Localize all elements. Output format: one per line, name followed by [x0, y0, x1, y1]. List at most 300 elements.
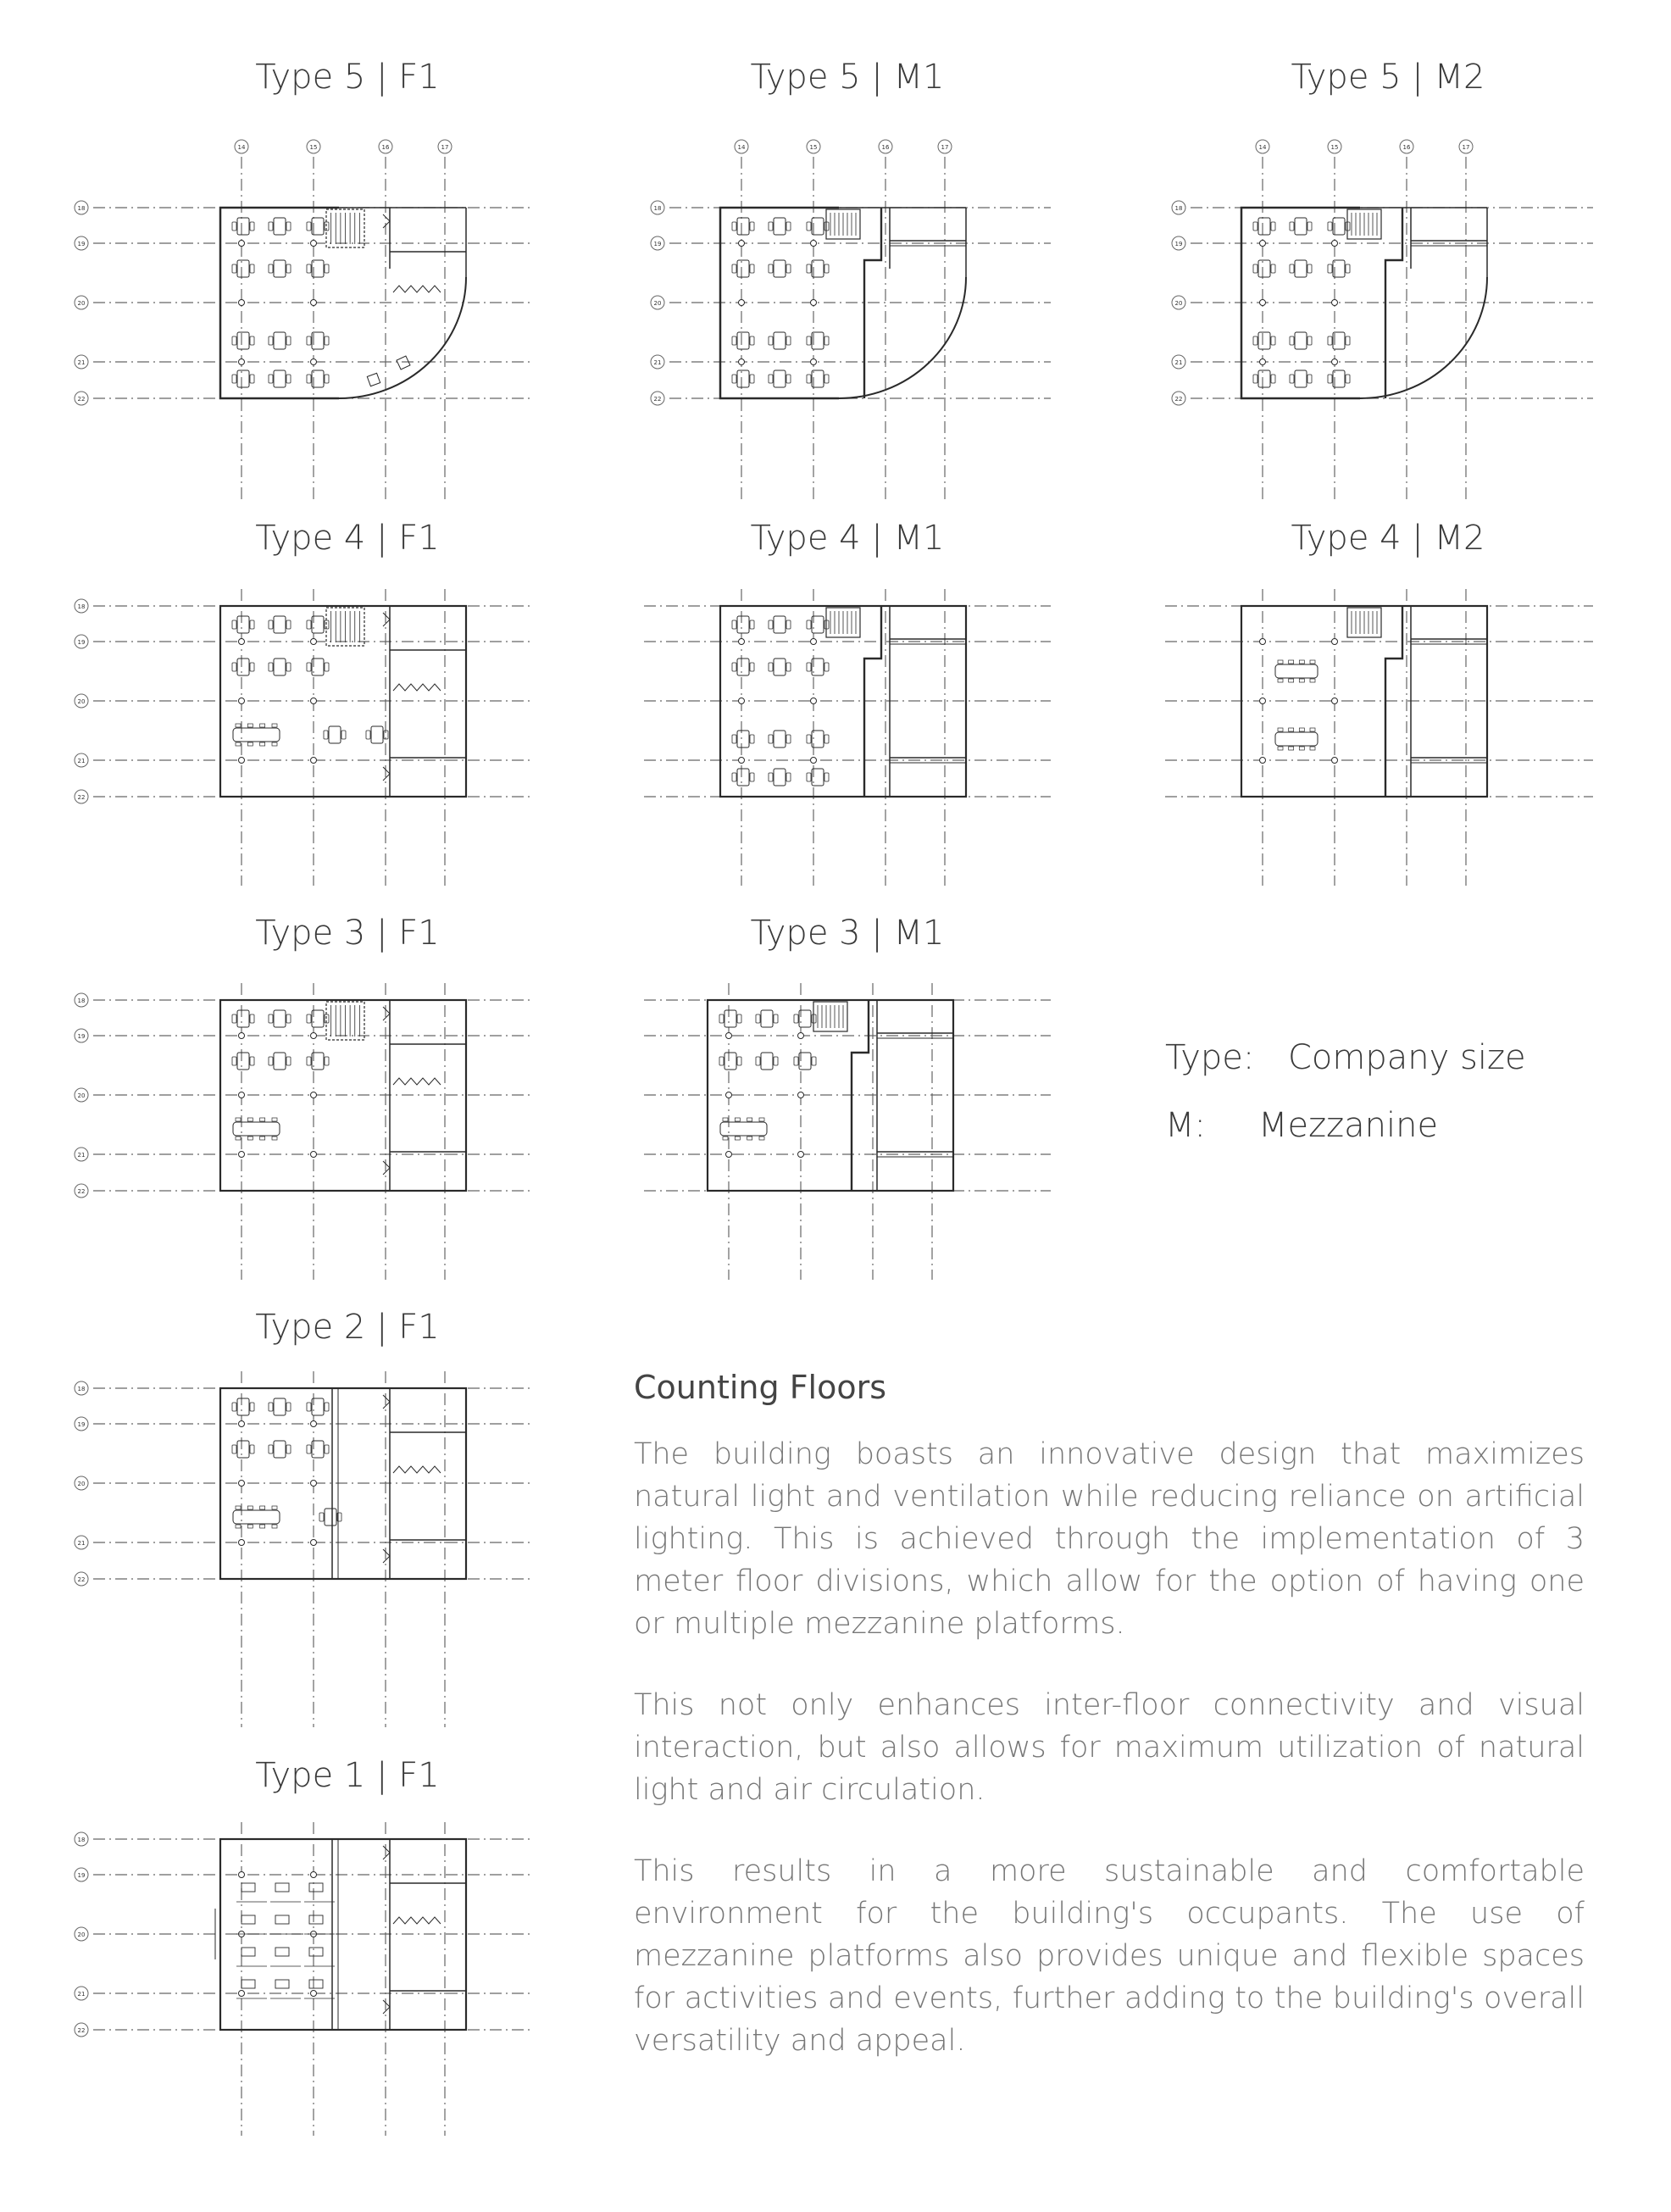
desk	[274, 659, 286, 675]
structural-column	[239, 1152, 245, 1158]
chair	[786, 620, 791, 629]
chair	[756, 1014, 760, 1023]
description-heading: Counting Floors	[634, 1369, 887, 1406]
chair	[732, 773, 736, 781]
chair	[786, 735, 791, 743]
desk	[237, 1053, 249, 1070]
chair	[1310, 728, 1315, 731]
desk	[774, 769, 786, 786]
desk	[774, 218, 786, 235]
structural-column	[239, 1033, 245, 1039]
chair	[247, 724, 253, 727]
description-paragraph-3: This results in a more sustainable and comfortable environment for the building's occupants. The use of mezzanine platforms also provides unique and flexible spaces for activities and events, further adding to the building's overall versatility and appeal.	[634, 1854, 1585, 2058]
door-symbol	[383, 767, 390, 781]
chair	[1289, 679, 1294, 682]
chair	[307, 1057, 311, 1065]
chair	[272, 1118, 277, 1121]
chair	[325, 264, 329, 273]
curved-facade	[339, 277, 466, 398]
cubicle-desk	[241, 1883, 255, 1892]
structural-column	[739, 758, 745, 764]
chair	[786, 375, 791, 383]
desk	[274, 616, 286, 633]
chair	[732, 375, 736, 383]
desk	[237, 370, 249, 387]
plan-title-t3f1: Type 3 | F1	[255, 914, 440, 953]
chair	[812, 1057, 816, 1065]
plan-title-t4m2: Type 4 | M2	[1291, 519, 1485, 558]
chair	[750, 264, 754, 273]
grid-row-label: 18	[77, 603, 86, 610]
description-paragraph-2: This not only enhances inter-floor connectivity and visual interaction, but also allows for maximum utilization of natural light and air circulation.	[634, 1688, 1585, 1807]
structural-column	[311, 1991, 317, 1997]
door-symbol	[367, 373, 380, 386]
chair	[307, 222, 311, 231]
cubicle-desk	[241, 1948, 255, 1956]
meeting-table	[233, 1510, 280, 1524]
chair	[774, 1057, 778, 1065]
chair	[756, 1057, 760, 1065]
structural-column	[311, 241, 317, 247]
grid-row-label: 19	[1174, 241, 1183, 247]
structural-column	[1332, 300, 1338, 306]
chair	[786, 222, 791, 231]
chair	[236, 1506, 241, 1509]
grid-row-label: 18	[653, 205, 662, 212]
plan-title-t1f1: Type 1 | F1	[255, 1756, 440, 1795]
door-symbol	[383, 1549, 390, 1563]
toilet-stalls	[393, 1917, 441, 1924]
chair	[247, 742, 253, 746]
chair	[1290, 264, 1294, 273]
chair	[750, 620, 754, 629]
door-symbol	[383, 1161, 390, 1175]
structural-column	[1260, 698, 1266, 704]
grid-row-label: 22	[653, 396, 662, 403]
structural-column	[811, 359, 817, 365]
grid-row-label: 20	[77, 300, 86, 307]
toilet-stalls	[393, 1078, 441, 1085]
structural-column	[798, 1152, 804, 1158]
chair	[307, 375, 311, 383]
chair	[737, 1057, 741, 1065]
chair	[260, 1525, 265, 1528]
chair	[1278, 728, 1283, 731]
grid-row-label: 22	[77, 1576, 86, 1583]
chair	[269, 1014, 273, 1023]
chair	[269, 264, 273, 273]
chair	[737, 1014, 741, 1023]
desk	[325, 1509, 336, 1526]
chair	[769, 735, 773, 743]
chair	[247, 1525, 253, 1528]
plan-title-t4m1: Type 4 | M1	[750, 519, 945, 558]
structural-column	[726, 1152, 732, 1158]
desk	[774, 370, 786, 387]
structural-column	[726, 1033, 732, 1039]
chair	[325, 375, 329, 383]
desk	[237, 1398, 249, 1415]
structural-column	[1332, 639, 1338, 645]
grid-row-label: 20	[77, 1092, 86, 1099]
structural-column	[311, 758, 317, 764]
chair	[769, 222, 773, 231]
chair	[786, 663, 791, 671]
desk	[237, 1441, 249, 1458]
chair	[1278, 747, 1283, 750]
desk	[237, 332, 249, 349]
chair	[307, 663, 311, 671]
desk	[237, 218, 249, 235]
chair	[769, 264, 773, 273]
meeting-table	[720, 1122, 767, 1136]
chair	[1290, 375, 1294, 383]
chair	[325, 1445, 329, 1453]
description-paragraph-1: The building boasts an innovative design that maximizes natural light and ventilation while reducing reliance on artificial lighting. This is achieved through the implementation of 3 meter floor divisions, which allow for the option of having one or multiple mezzanine platforms.	[634, 1437, 1585, 1641]
desk	[237, 616, 249, 633]
desk	[774, 616, 786, 633]
chair	[1290, 336, 1294, 345]
chair	[272, 1506, 277, 1509]
grid-row-label: 22	[77, 2027, 86, 2034]
chair	[1253, 264, 1257, 273]
desk	[774, 731, 786, 748]
chair	[723, 1137, 728, 1140]
floor-plan-t1f1	[68, 1822, 542, 2144]
structural-column	[811, 300, 817, 306]
desk	[1295, 332, 1307, 349]
chair	[1299, 660, 1304, 664]
door-symbol	[383, 1007, 390, 1020]
floor-plan-t5f1	[68, 131, 542, 509]
chair	[325, 663, 329, 671]
desk	[737, 370, 749, 387]
grid-row-label: 19	[77, 1421, 86, 1428]
curved-facade	[1360, 277, 1487, 398]
plan-title-t5m2: Type 5 | M2	[1291, 58, 1485, 97]
chair	[750, 735, 754, 743]
grid-column-label: 15	[309, 144, 318, 151]
grid-column-label: 16	[1402, 144, 1411, 151]
chair	[1278, 679, 1283, 682]
grid-row-label: 21	[1174, 359, 1183, 366]
chair	[260, 1506, 265, 1509]
grid-row-label: 19	[77, 1872, 86, 1879]
desk	[737, 769, 749, 786]
desk	[371, 726, 383, 743]
desk	[1258, 218, 1270, 235]
grid-row-label: 21	[77, 1540, 86, 1547]
structural-column	[811, 758, 817, 764]
chair	[1346, 336, 1350, 345]
chair	[272, 1137, 277, 1140]
toilet-stalls	[393, 684, 441, 691]
chair	[272, 724, 277, 727]
chair	[759, 1137, 764, 1140]
toilet-stalls	[393, 286, 441, 292]
chair	[759, 1118, 764, 1121]
chair	[732, 264, 736, 273]
chair	[824, 735, 829, 743]
grid-row-label: 18	[77, 998, 86, 1004]
chair	[232, 1445, 236, 1453]
structural-column	[311, 300, 317, 306]
grid-column-label: 17	[1462, 144, 1470, 151]
chair	[307, 336, 311, 345]
grid-row-label: 22	[77, 1188, 86, 1195]
chair	[247, 1137, 253, 1140]
structural-column	[239, 1872, 245, 1878]
structural-column	[311, 698, 317, 704]
chair	[286, 375, 291, 383]
grid-row-label: 19	[77, 1033, 86, 1040]
desk	[1258, 332, 1270, 349]
desk	[237, 1010, 249, 1027]
chair	[786, 336, 791, 345]
plan-title-t4f1: Type 4 | F1	[255, 519, 440, 558]
chair	[1328, 375, 1332, 383]
grid-row-label: 18	[77, 1837, 86, 1843]
curved-facade	[839, 277, 966, 398]
grid-row-label: 18	[77, 1386, 86, 1392]
grid-column-label: 15	[1330, 144, 1339, 151]
structural-column	[1260, 359, 1266, 365]
chair	[272, 742, 277, 746]
chair	[732, 620, 736, 629]
cubicle-desk	[275, 1980, 289, 1988]
chair	[1271, 336, 1275, 345]
structural-column	[1332, 241, 1338, 247]
chair	[1253, 222, 1257, 231]
grid-row-label: 21	[77, 359, 86, 366]
structural-column	[311, 1872, 317, 1878]
cubicle-desk	[241, 1915, 255, 1924]
chair	[794, 1014, 798, 1023]
structural-column	[739, 241, 745, 247]
chair	[786, 264, 791, 273]
chair	[1307, 375, 1312, 383]
chair	[286, 1014, 291, 1023]
chair	[272, 1525, 277, 1528]
cubicle-desk	[309, 1980, 323, 1988]
chair	[236, 1525, 241, 1528]
chair	[747, 1118, 752, 1121]
legend-type-key: Type:	[1165, 1038, 1255, 1077]
desk	[329, 726, 341, 743]
chair	[1328, 264, 1332, 273]
structural-column	[239, 1092, 245, 1098]
chair	[769, 336, 773, 345]
chair	[307, 1403, 311, 1411]
chair	[1310, 679, 1315, 682]
chair	[1278, 660, 1283, 664]
chair	[286, 1445, 291, 1453]
chair	[260, 1137, 265, 1140]
chair	[774, 1014, 778, 1023]
meeting-table	[1275, 664, 1318, 678]
structural-column	[811, 698, 817, 704]
chair	[232, 264, 236, 273]
desk	[761, 1010, 773, 1027]
structural-column	[239, 698, 245, 704]
structural-column	[1260, 639, 1266, 645]
grid-row-label: 22	[1174, 396, 1183, 403]
structural-column	[239, 758, 245, 764]
chair	[269, 1057, 273, 1065]
structural-column	[239, 1421, 245, 1427]
structural-column	[798, 1092, 804, 1098]
chair	[824, 663, 829, 671]
grid-row-label: 21	[77, 1991, 86, 1998]
legend-row-mezzanine	[1165, 1106, 1526, 1174]
chair	[1271, 222, 1275, 231]
chair	[1289, 747, 1294, 750]
structural-column	[239, 1991, 245, 1997]
chair	[286, 222, 291, 231]
chair	[260, 1118, 265, 1121]
desk	[274, 332, 286, 349]
structural-column	[311, 1152, 317, 1158]
floor-plan-t3f1	[68, 983, 542, 1288]
structural-column	[798, 1033, 804, 1039]
chair	[824, 773, 829, 781]
structural-column	[1332, 758, 1338, 764]
chair	[824, 375, 829, 383]
cubicle-desk	[309, 1948, 323, 1956]
chair	[250, 620, 254, 629]
legend-m-key: M:	[1165, 1106, 1206, 1145]
structural-column	[1332, 698, 1338, 704]
chair	[1299, 747, 1304, 750]
chair	[232, 222, 236, 231]
chair	[1299, 728, 1304, 731]
grid-row-label: 21	[77, 758, 86, 764]
structural-column	[811, 639, 817, 645]
chair	[824, 264, 829, 273]
desk	[274, 1398, 286, 1415]
door-symbol	[383, 1846, 390, 1859]
desk	[774, 659, 786, 675]
chair	[286, 663, 291, 671]
chair	[735, 1118, 740, 1121]
grid-column-label: 14	[737, 144, 746, 151]
chair	[1307, 222, 1312, 231]
structural-column	[811, 241, 817, 247]
chair	[269, 1445, 273, 1453]
structural-column	[239, 241, 245, 247]
desk	[737, 731, 749, 748]
chair	[807, 264, 811, 273]
description	[634, 1369, 1585, 2101]
chair	[236, 1137, 241, 1140]
floor-plan-t4m2	[1165, 589, 1602, 894]
chair	[807, 620, 811, 629]
grid-column-label: 16	[381, 144, 390, 151]
desk	[274, 1053, 286, 1070]
chair	[750, 773, 754, 781]
desk	[1295, 218, 1307, 235]
cubicle-desk	[309, 1915, 323, 1924]
chair	[286, 264, 291, 273]
chair	[1253, 336, 1257, 345]
chair	[250, 1014, 254, 1023]
desk	[1295, 260, 1307, 277]
desk	[737, 332, 749, 349]
chair	[1289, 728, 1294, 731]
grid-row-label: 18	[1174, 205, 1183, 212]
grid-row-label: 19	[77, 639, 86, 646]
meeting-table	[233, 728, 280, 742]
chair	[286, 1403, 291, 1411]
chair	[1310, 747, 1315, 750]
legend-type-value: Company size	[1288, 1038, 1526, 1077]
structural-column	[311, 1092, 317, 1098]
desk	[1258, 260, 1270, 277]
chair	[1290, 222, 1294, 231]
chair	[1299, 679, 1304, 682]
cubicle-desk	[309, 1883, 323, 1892]
chair	[247, 1506, 253, 1509]
door-symbol	[383, 613, 390, 626]
floor-plan-t2f1	[68, 1371, 542, 1736]
structural-column	[1332, 359, 1338, 365]
chair	[1310, 660, 1315, 664]
chair	[325, 336, 329, 345]
chair	[1307, 264, 1312, 273]
chair	[341, 731, 346, 739]
chair	[786, 773, 791, 781]
structural-column	[311, 359, 317, 365]
desk	[724, 1053, 736, 1070]
structural-column	[239, 300, 245, 306]
chair	[232, 1057, 236, 1065]
chair	[807, 222, 811, 231]
floor-plan-t5m1	[644, 131, 1059, 509]
chair	[286, 1057, 291, 1065]
grid-row-label: 21	[77, 1152, 86, 1159]
desk	[737, 218, 749, 235]
plan-title-t2f1: Type 2 | F1	[255, 1308, 440, 1347]
chair	[325, 1057, 329, 1065]
chair	[1346, 264, 1350, 273]
desk	[737, 260, 749, 277]
chair	[250, 1057, 254, 1065]
chair	[1289, 660, 1294, 664]
chair	[1328, 336, 1332, 345]
chair	[269, 1403, 273, 1411]
chair	[236, 1118, 241, 1121]
chair	[750, 375, 754, 383]
chair	[232, 336, 236, 345]
grid-row-label: 20	[77, 1931, 86, 1938]
chair	[247, 1118, 253, 1121]
chair	[307, 1014, 311, 1023]
desk	[737, 659, 749, 675]
chair	[232, 663, 236, 671]
structural-column	[239, 1540, 245, 1546]
desk	[274, 1010, 286, 1027]
chair	[307, 1445, 311, 1453]
chair	[269, 222, 273, 231]
meeting-table	[1275, 732, 1318, 746]
desk	[761, 1053, 773, 1070]
chair	[1271, 375, 1275, 383]
chair	[232, 375, 236, 383]
desk	[737, 616, 749, 633]
structural-column	[739, 359, 745, 365]
chair	[307, 620, 311, 629]
structural-column	[239, 359, 245, 365]
